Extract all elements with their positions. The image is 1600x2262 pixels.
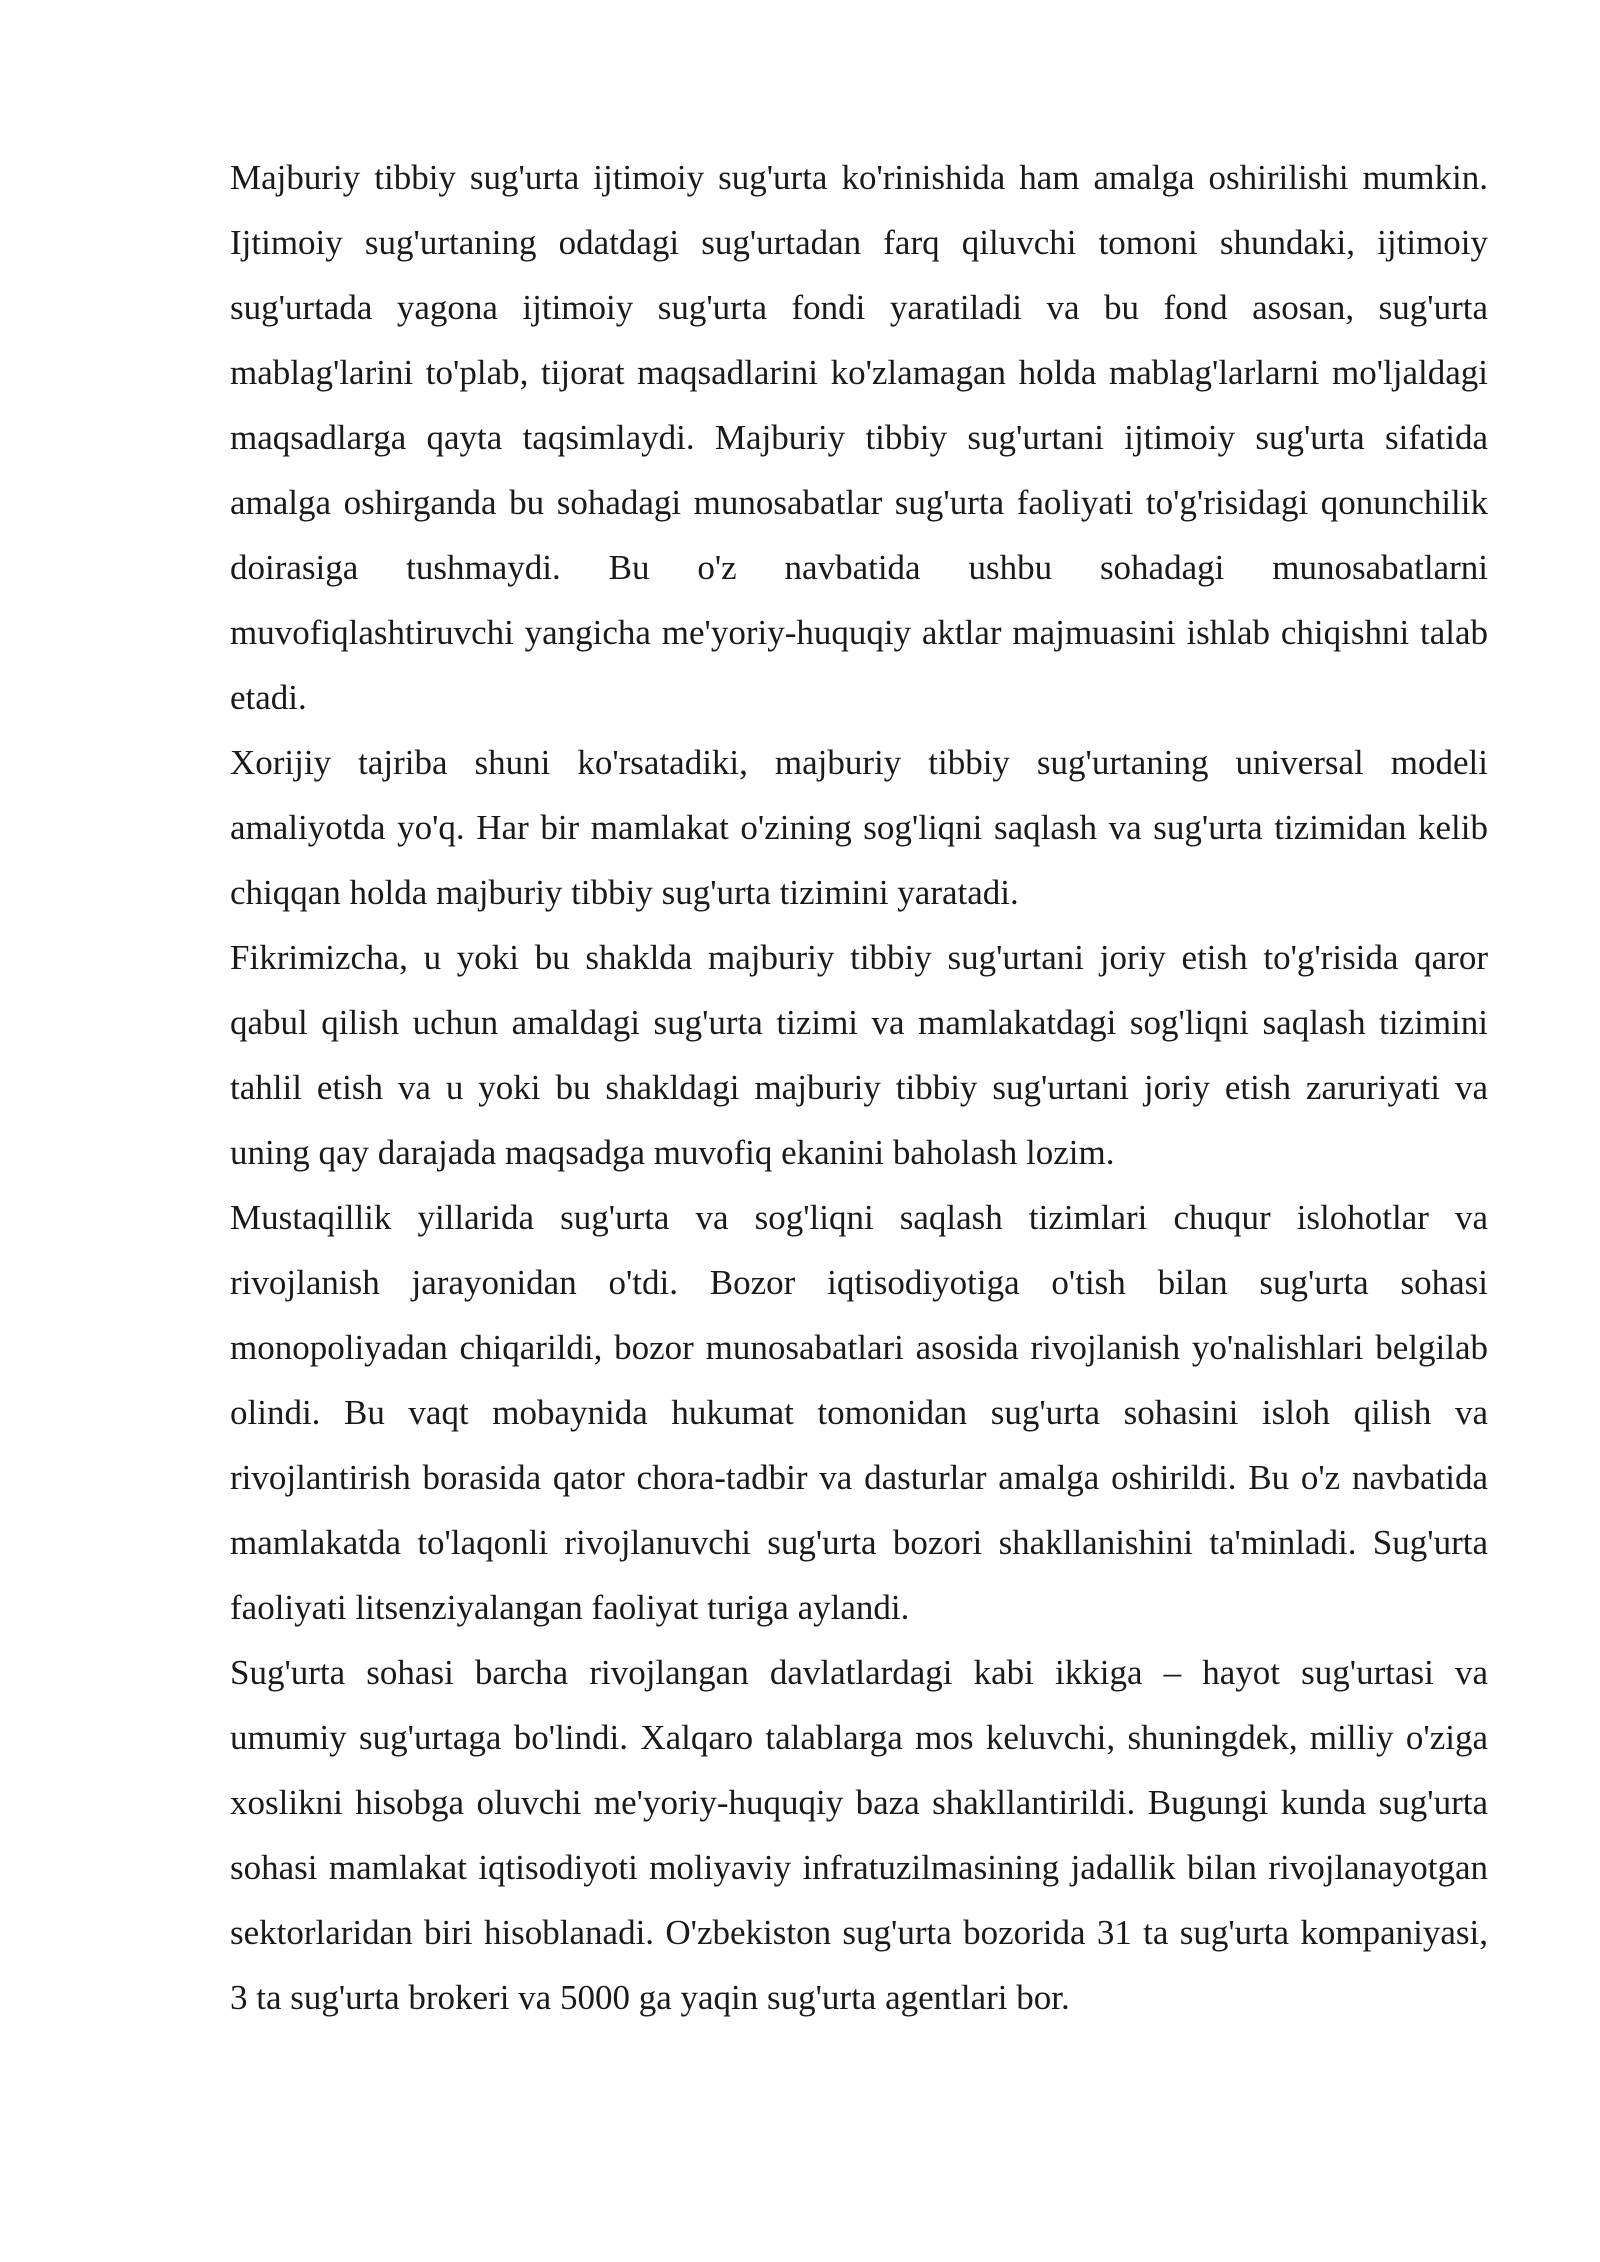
paragraph-3: Fikrimizcha, u yoki bu shaklda majburiy tibbiy sug'urtani joriy etish to'g'risida qaror qabul qilish uchun amaldagi sug'urta tizimi va mamlakatdagi sog'liqni saqlash tizimini tahlil etish va u yoki bu shakldagi majburiy tibbiy sug'urtani joriy etish zaruriyati va uning qay darajada maqsadga muvofiq ekanini baholash lozim. [230,938,1488,1172]
paragraph-2: Xorijiy tajriba shuni ko'rsatadiki, majburiy tibbiy sug'urtaning universal modeli amaliyotda yo'q. Har bir mamlakat o'zining sog'liqni saqlash va sug'urta tizimidan kelib chiqqan holda majburiy tibbiy sug'urta tizimini yaratadi. [230,743,1488,912]
paragraph-4: Mustaqillik yillarida sug'urta va sog'liqni saqlash tizimlari chuqur islohotlar va rivojlanish jarayonidan o'tdi. Bozor iqtisodiyotiga o'tish bilan sug'urta sohasi monopoliyadan chiqarildi, bozor munosabatlari asosida rivojlanish yo'nalishlari belgilab olindi. Bu vaqt mobaynida hukumat tomonidan sug'urta sohasini isloh qilish va rivojlantirish borasida qator chora-tadbir va dasturlar amalga oshirildi. Bu o'z navbatida mamlakatda to'laqonli rivojlanuvchi sug'urta bozori shakllanishini ta'minladi. Sug'urta faoliyati litsenziyalangan faoliyat turiga aylandi. [230,1198,1488,1627]
document-page [230,145,1488,2030]
paragraph-5: Sug'urta sohasi barcha rivojlangan davlatlardagi kabi ikkiga – hayot sug'urtasi va umumiy sug'urtaga bo'lindi. Xalqaro talablarga mos keluvchi, shuningdek, milliy o'ziga xoslikni hisobga oluvchi me'yoriy-huquqiy baza shakllantirildi. Bugungi kunda sug'urta sohasi mamlakat iqtisodiyoti moliyaviy infratuzilmasining jadallik bilan rivojlanayotgan sektorlaridan biri hisoblanadi. O'zbekiston sug'urta bozorida 31 ta sug'urta kompaniyasi, 3 ta sug'urta brokeri va 5000 ga yaqin sug'urta agentlari bor. [230,1653,1488,2017]
paragraph-1: Majburiy tibbiy sug'urta ijtimoiy sug'urta ko'rinishida ham amalga oshirilishi mumkin. Ijtimoiy sug'urtaning odatdagi sug'urtadan farq qiluvchi tomoni shundaki, ijtimoiy sug'urtada yagona ijtimoiy sug'urta fondi yaratiladi va bu fond asosan, sug'urta mablag'larini to'plab, tijorat maqsadlarini ko'zlamagan holda mablag'larlarni mo'ljaldagi maqsadlarga qayta taqsimlaydi. Majburiy tibbiy sug'urtani ijtimoiy sug'urta sifatida amalga oshirganda bu sohadagi munosabatlar sug'urta faoliyati to'g'risidagi qonunchilik doirasiga tushmaydi. Bu o'z navbatida ushbu sohadagi munosabatlarni muvofiqlashtiruvchi yangicha me'yoriy-huquqiy aktlar majmuasini ishlab chiqishni talab etadi. [230,158,1488,717]
